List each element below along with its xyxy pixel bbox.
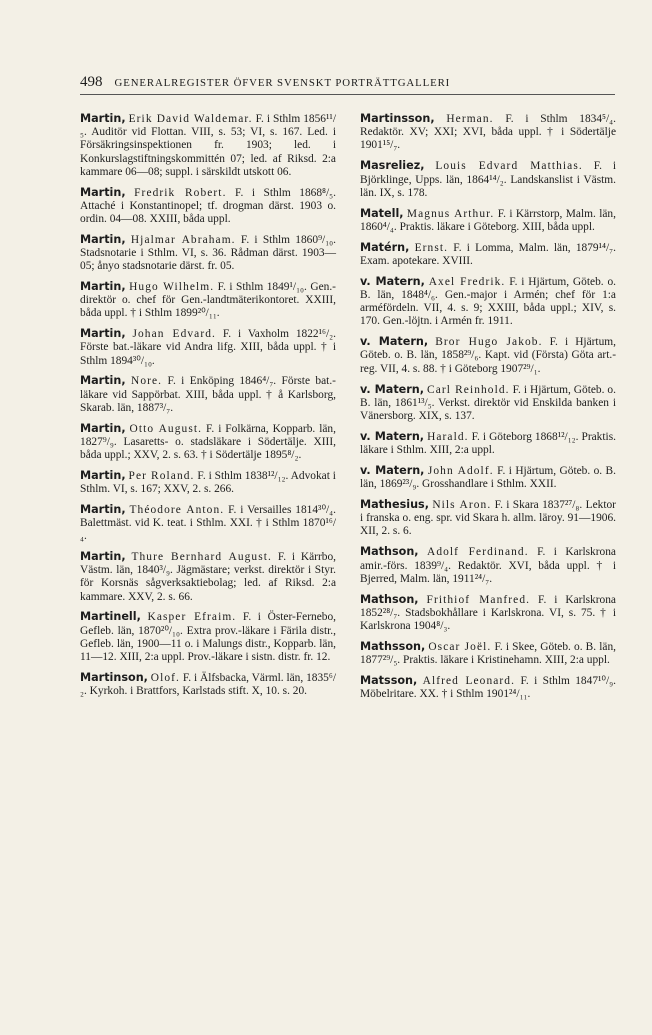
entry-given-names: Hjalmar Abraham. xyxy=(130,233,236,246)
register-entry xyxy=(360,674,616,701)
entry-text: F. i Älfsbacka, Värml. län, 1835⁶/₂. Kyrkoh. i Brattfors, Karlstads stift. X, 10. s. 20. xyxy=(80,671,336,698)
entry-given-names: Nore. xyxy=(131,375,163,388)
entry-given-names: Magnus Arthur. xyxy=(406,207,495,220)
register-entry xyxy=(80,610,336,664)
entry-given-names: Louis Edvard Matthias. xyxy=(435,160,583,173)
entry-text: F. i Karlskrona 1852²⁸/₇. Stadsbokhållare i Karlskrona. VI, s. 75. † i Karlskrona 1904⁸/₃. xyxy=(360,593,616,633)
entry-text: F. i Enköping 1846⁴/₇. Förste bat.-läkare vid Sappörbat. XIII, båda uppl. † å Karlsborg, Skarab. län, 1887³/₇. xyxy=(80,375,336,414)
register-entry xyxy=(80,422,336,463)
entry-text: F. i Sthlm 1849¹/₁₀. Gen.-direktör o. chef för Gen.-landtmäterikontoret. XXIII, båda uppl. † i Sthlm 1899²⁰/₁₁. xyxy=(80,281,336,320)
register-entry xyxy=(360,207,616,234)
entry-given-names: Adolf Ferdinand. xyxy=(427,546,529,559)
entry-text: F. i Sthlm 1868⁸/₅. Attaché i Konstantinopel; tf. drogman därst. 1903 o. ordin. 04—08. XXIII, båda uppl. xyxy=(80,186,336,226)
entry-surname: Masreliez, xyxy=(360,159,425,173)
register-entry xyxy=(360,593,616,634)
entry-text: F. i Sthlm 1834⁵/₄. Redaktör. XV; XXI; XVI, båda uppl. † i Södertälje 1901¹⁵/₇. xyxy=(360,113,616,152)
running-title: GENERALREGISTER ÖFVER SVENSKT PORTRÄTTGALLERI xyxy=(114,77,451,89)
entry-surname: v. Matern, xyxy=(360,463,425,477)
register-entry xyxy=(80,374,336,415)
entry-given-names: Frithiof Manfred. xyxy=(426,593,531,606)
entry-text: F. i Sthlm 1860⁹/₁₀. Stadsnotarie i Sthlm. VI, s. 36. Rådman därst. 1903—05; ånyo stadsnotarie därst. fr. 05. xyxy=(80,233,336,273)
entry-text: F. i Lomma, Malm. län, 1879¹⁴/₇. Exam. apotekare. XVIII. xyxy=(360,241,617,267)
entry-text: F. i Skara 1837²⁷/₈. Lektor i franska o. eng. spr. vid Skara h. allm. läroy. 91—1906. XII, 2. s. 6. xyxy=(360,499,616,538)
entry-given-names: Ernst. xyxy=(414,241,449,254)
entry-surname: Martin, xyxy=(80,112,126,125)
entry-surname: Matérn, xyxy=(360,240,410,254)
register-entry xyxy=(80,186,336,227)
entry-given-names: Kasper Efraim. xyxy=(147,611,237,624)
entry-surname: Matell, xyxy=(360,206,404,220)
entry-given-names: Oscar Joël. xyxy=(428,640,492,653)
entry-text: F. i Folkärna, Kopparb. län, 1827⁹/₉. Lasaretts- o. stadsläkare i Södertälje. XIII, båda uppl.; XXV, 2. s. 63. † i Södertälje 1895⁸/₂. xyxy=(80,422,336,462)
entry-surname: Martin, xyxy=(80,502,126,516)
entry-text: F. i Öster-Fernebo, Gefleb. län, 1870²⁰/₁₀. Extra prov.-läkare i Färila distr., Gefleb. län, 1900—11 o. i Malungs distr., Kopparb. län, 11—12. XIII, 2:a uppl. Prov.-läkare i sistn. distr. fr. 12. xyxy=(80,611,337,664)
entry-text: F. i Kärrstorp, Malm. län, 1860⁴/₄. Praktis. läkare i Göteborg. XIII, båda uppl. xyxy=(360,207,616,233)
entry-surname: Martin, xyxy=(80,550,126,564)
register-entry xyxy=(80,550,336,604)
entry-given-names: Hugo Wilhelm. xyxy=(129,281,215,294)
entry-given-names: John Adolf. xyxy=(427,464,494,477)
entry-surname: v. Matern, xyxy=(360,382,425,396)
entry-surname: v. Matern, xyxy=(360,335,429,349)
entry-surname: v. Matern, xyxy=(360,429,425,443)
register-entry xyxy=(360,159,616,200)
entry-text: F. i Karlskrona amir.-förs. 1839⁹/₄. Redaktör. XVI, båda uppl. † i Bjerred, Malm. län, 1911²⁴/₇. xyxy=(360,546,616,585)
entry-surname: Martinsson, xyxy=(360,112,435,125)
entry-given-names: Erik David Waldemar. xyxy=(128,113,253,125)
running-header xyxy=(80,74,615,91)
register-entry xyxy=(360,498,616,539)
entry-surname: Martinell, xyxy=(80,610,141,624)
entry-surname: Martinson, xyxy=(80,670,148,684)
entry-given-names: Carl Reinhold. xyxy=(427,383,510,396)
entry-text: F. i Versailles 1814³⁰/₄. Balettmäst. vid K. teat. i Sthlm. XXI. † i Sthlm 1870¹⁶/₄. xyxy=(80,503,336,543)
entry-text: F. i Skee, Göteb. o. B. län, 1877²⁹/₅. Praktis. läkare i Kristinehamn. XIII, 2:a uppl. xyxy=(360,640,616,667)
entry-given-names: Per Roland. xyxy=(128,469,195,482)
entry-surname: Mathson, xyxy=(360,592,419,606)
entry-given-names: Otto August. xyxy=(129,422,203,435)
entry-text: F. i Göteborg 1868¹²/₁₂. Praktis. läkare i Sthlm. XIII, 2:a uppl. xyxy=(360,430,616,457)
register-entry xyxy=(360,241,616,268)
entry-text: F. i Hjärtum, Göteb. o. B. län, 1861¹³/₅. Verkst. direktör vid Enskilda banken i Vänersborg. XIX, s. 137. xyxy=(360,383,616,422)
register-entry xyxy=(360,383,616,424)
right-column xyxy=(360,112,616,708)
entry-given-names: Thure Bernhard August. xyxy=(131,551,272,564)
entry-text: F. i Sthlm 1838¹²/₁₂. Advokat i Sthlm. VI, s. 167; XXV, 2. s. 266. xyxy=(80,469,336,496)
entry-surname: Martin, xyxy=(80,421,126,435)
entry-text: F. i Hjärtum, Göteb. o. B. län, 1848⁴/₆. Gen.-major i Armén; chef för 1:a arméfördeln. VII, 4. s. 9; XXIII, båda uppl.; XIV, s. 170. Gen.-löjtn. i Armén fr. 1911. xyxy=(360,275,616,328)
left-column xyxy=(80,112,336,705)
register-entry xyxy=(80,112,336,179)
entry-surname: Mathsson, xyxy=(360,639,426,653)
entry-surname: Martin, xyxy=(80,232,126,246)
entry-text: F. i Björklinge, Upps. län, 1864¹⁴/₂. Landskanslist i Västm. län. IX, s. 178. xyxy=(360,160,616,199)
entry-given-names: Alfred Leonard. xyxy=(422,675,516,688)
entry-surname: Martin, xyxy=(80,374,126,388)
register-entry xyxy=(360,430,616,457)
entry-surname: Mathesius, xyxy=(360,498,429,512)
header-rule xyxy=(80,94,615,95)
entry-given-names: Bror Hugo Jakob. xyxy=(435,336,543,349)
register-entry xyxy=(80,327,336,368)
entry-text: F. i Sthlm 1856¹¹/₅. Auditör vid Flottan. VIII, s. 53; VI, s. 167. Led. i Försäkringsinspektionen fr. 1903; led. i Konkurslagstiftningskommittén 07; led. af Riksd. 2:a kammare 06—08; suppl. i särskildt utskott 06. xyxy=(80,113,336,178)
entry-text: F. i Hjärtum, Göteb. o. B. län, 1869²³/₉. Grosshandlare i Sthlm. XXII. xyxy=(360,464,616,491)
entry-given-names: Johan Edvard. xyxy=(132,328,216,341)
register-entry xyxy=(80,233,336,274)
register-entry xyxy=(80,280,336,321)
entry-text: F. i Vaxholm 1822¹⁶/₂. Förste bat.-läkare vid Andra lifg. XIII, båda uppl. † i Sthlm 1894³⁰/₁₀. xyxy=(80,328,336,367)
register-entry xyxy=(80,671,336,698)
page-number: 498 xyxy=(80,74,103,90)
entry-given-names: Harald. xyxy=(427,430,469,443)
entry-given-names: Fredrik Robert. xyxy=(134,186,227,199)
register-entry xyxy=(80,469,336,496)
entry-surname: v. Matern, xyxy=(360,274,425,288)
entry-surname: Mathson, xyxy=(360,545,419,559)
entry-surname: Martin, xyxy=(80,468,126,482)
entry-text: F. i Sthlm 1847¹⁰/₉. Möbelritare. XX. † i Sthlm 1901²⁴/₁₁. xyxy=(360,675,616,701)
entry-given-names: Olof. xyxy=(150,671,180,684)
register-entry xyxy=(360,464,616,491)
entry-surname: Martin, xyxy=(80,280,126,294)
register-entry xyxy=(360,275,616,329)
entry-surname: Martin, xyxy=(80,327,126,341)
register-entry xyxy=(360,112,616,153)
entry-given-names: Nils Aron. xyxy=(432,499,492,512)
register-entry xyxy=(360,335,616,376)
register-entry xyxy=(80,503,336,544)
entry-surname: Martin, xyxy=(80,185,126,199)
register-entry xyxy=(360,545,616,586)
entry-text: F. i Kärrbo, Västm. län, 1840³/₉. Jägmästare; verkst. direktör i Styr. för Korsnäs sågverksaktiebolag; led. af Riksd. 2:a kammare. XXV, 2. s. 66. xyxy=(80,551,336,603)
register-entry xyxy=(360,640,616,667)
entry-surname: Matsson, xyxy=(360,674,418,688)
entry-given-names: Herman. xyxy=(446,113,494,125)
entry-given-names: Théodore Anton. xyxy=(129,503,225,516)
entry-given-names: Axel Fredrik. xyxy=(428,275,506,288)
entry-text: F. i Hjärtum, Göteb. o. B. län, 1858²⁹/₆. Kapt. vid (Första) Göta art.-reg. VII, 4. s. 88. † i Göteborg 1907²⁹/₁. xyxy=(360,336,617,375)
